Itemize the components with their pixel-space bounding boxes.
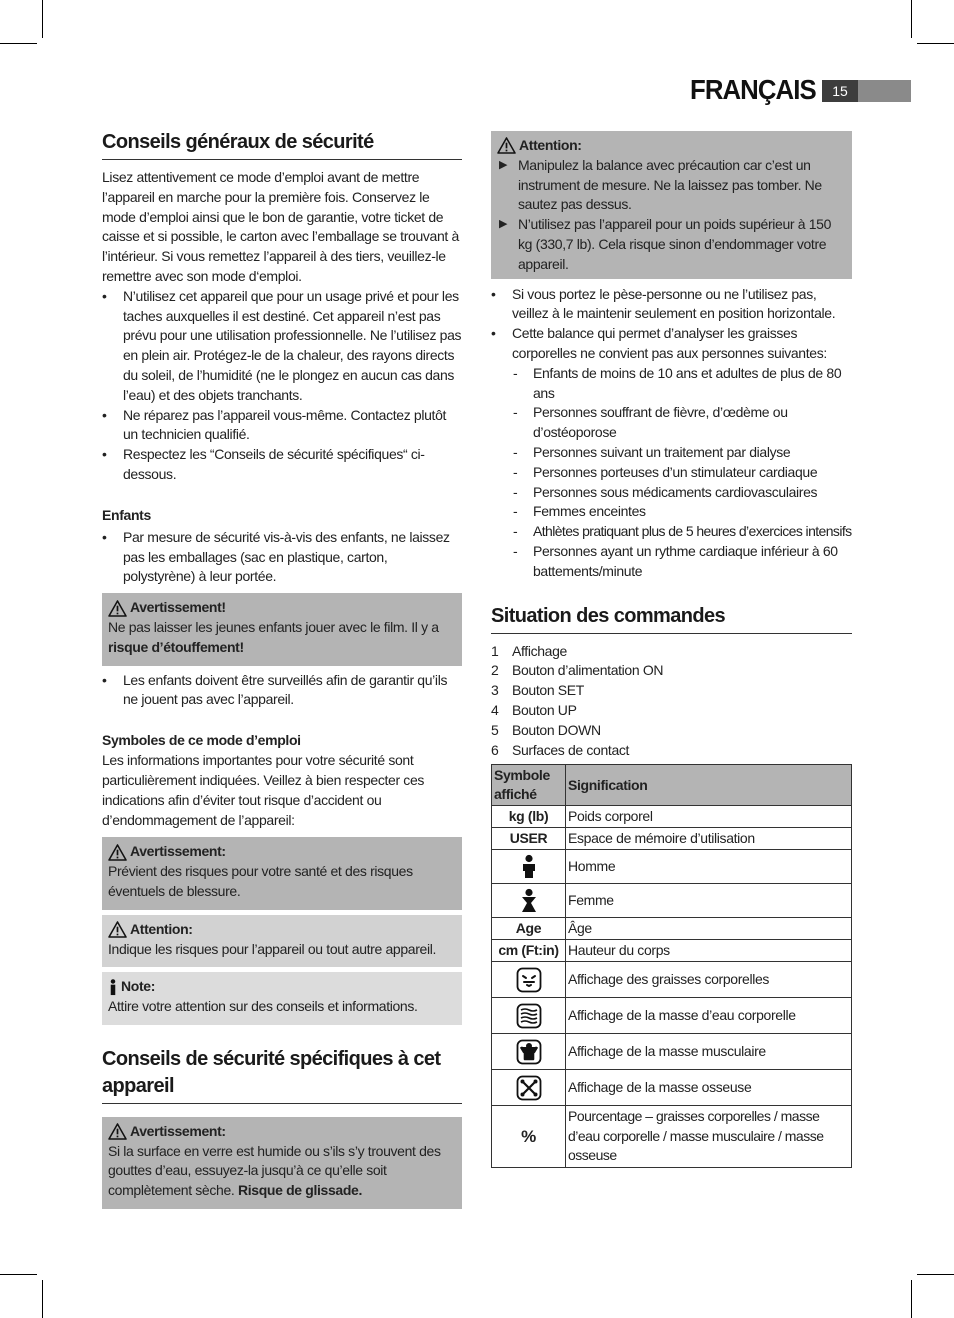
warning-slip-title-text: Avertissement: xyxy=(130,1122,226,1139)
body-water-icon xyxy=(516,1003,542,1029)
meaning-cell: Femme xyxy=(566,884,852,918)
attention-title xyxy=(497,136,846,156)
legend-warning-text: Prévient des risques pour votre santé et des risques éventuels de blessure. xyxy=(108,863,413,899)
subheading-symboles: Symboles de ce mode d’emploi xyxy=(102,732,301,749)
warning-slip-text: Si la surface en verre est humide ou s’ils s’y trouvent des gouttes d’eau, essuyez-la jusqu’à ce qu’elle soit complètement sèche. xyxy=(108,1142,441,1199)
symbol-cell: % xyxy=(492,1106,566,1168)
meaning-cell: Homme xyxy=(566,850,852,884)
woman-icon xyxy=(516,888,542,914)
item-number: 3 xyxy=(491,682,499,699)
crop-mark xyxy=(911,0,912,38)
legend-warning-title-text: Avertissement: xyxy=(130,843,226,860)
language-heading: FRANÇAIS xyxy=(690,74,816,105)
item-number: 1 xyxy=(491,642,499,659)
muscle-mass-icon xyxy=(516,1039,542,1065)
table-row xyxy=(492,850,852,884)
list-item xyxy=(491,642,852,662)
meaning-cell: Affichage de la masse osseuse xyxy=(566,1070,852,1106)
item-label: Bouton UP xyxy=(512,701,577,718)
intro-paragraph: Lisez attentivement ce mode d’emploi avant de mettre l’appareil en marche pour la première fois. Conservez le mode d’emploi ainsi que le bon de garantie, votre ticket de caisse et si possible, le carton avec l’emballage se trouvant à l’intérieur. Si vous remettez l’appareil à des tiers, veuillez-le remettre avec son mode d‘emploi. xyxy=(102,169,459,284)
legend-box-note xyxy=(102,972,462,1025)
meaning-cell: Poids corporel xyxy=(566,806,852,828)
warning-triangle-icon xyxy=(108,921,127,938)
meaning-cell: Pourcentage – graisses corporelles / masse d’eau corporelle / masse musculaire / masse osseuse xyxy=(566,1106,852,1168)
list-item: - Personnes souffrant de fièvre, d’œdème ou d’ostéoporose xyxy=(512,403,852,443)
item-number: 2 xyxy=(491,662,499,679)
symbol-cell xyxy=(492,962,566,998)
item-number: 4 xyxy=(491,701,499,718)
list-item: ▶ Manipulez la balance avec précaution car c’est un instrument de mesure. Ne la laissez pas tomber. Ne sautez pas dessus. xyxy=(497,156,846,215)
list-item: • Si vous portez le pèse-personne ou ne l’utilisez pas, veillez à le maintenir seulement en position horizontale. xyxy=(491,285,852,325)
table-row xyxy=(492,1106,852,1168)
list-item: - Femmes enceintes xyxy=(512,502,852,522)
meaning-cell: Affichage de la masse d’eau corporelle xyxy=(566,998,852,1034)
legend-warning-title xyxy=(108,842,456,862)
right-bullets xyxy=(491,285,852,582)
warning-title-text: Avertissement! xyxy=(130,599,226,616)
crop-mark xyxy=(911,1280,912,1318)
legend-attention-text: Indique les risques pour l’appareil ou tout autre appareil. xyxy=(108,940,437,957)
crop-mark xyxy=(917,43,954,44)
excluded-persons-list xyxy=(512,364,852,582)
left-column xyxy=(102,128,462,1209)
list-item: - Athlètes pratiquant plus de 5 heures d’exercices intensifs xyxy=(512,522,852,542)
list-item: • N’utilisez cet appareil que pour un usage privé et pour les taches auxquelles il est destiné. Cet appareil n’est pas prévu pour une utilisation professionnelle. Ne l’utilisez pas en plein air. Protégez-le de la chaleur, des rayons directs du soleil, de l’humidité (ne le plongez en aucun cas dans l’eau) et des objets tranchants. xyxy=(102,287,462,406)
warning-box-slip xyxy=(102,1117,462,1209)
meaning-cell: Affichage des graisses corporelles xyxy=(566,962,852,998)
table-row xyxy=(492,1034,852,1070)
list-item: • Par mesure de sécurité vis-à-vis des enfants, ne laissez pas les emballages (sac en plastique, carton, polystyrène) à leur portée. xyxy=(102,528,462,587)
attention-box-handling xyxy=(491,131,852,279)
list-item: - Personnes sous médicaments cardiovasculaires xyxy=(512,483,852,503)
meaning-cell: Âge xyxy=(566,918,852,940)
list-item: - Personnes porteuses d’un stimulateur cardiaque xyxy=(512,463,852,483)
legend-note-title-text: Note: xyxy=(121,978,156,995)
crop-mark xyxy=(42,1280,43,1318)
table-row xyxy=(492,918,852,940)
symbol-cell xyxy=(492,1034,566,1070)
legend-note-text: Attire votre attention sur des conseils et informations. xyxy=(108,998,418,1015)
meaning-cell: Espace de mémoire d’utilisation xyxy=(566,828,852,850)
list-item: • Les enfants doivent être surveillés afin de garantir qu’ils ne jouent pas avec l’appareil. xyxy=(102,671,462,711)
item-label: Surfaces de contact xyxy=(512,741,630,758)
symbol-cell: kg (lb) xyxy=(492,806,566,828)
warning-triangle-icon xyxy=(497,137,516,154)
info-icon xyxy=(108,979,118,996)
section-title-general-safety: Conseils généraux de sécurité xyxy=(102,128,462,160)
list-item: - Personnes ayant un rythme cardiaque inférieur à 60 battements/minute xyxy=(512,542,852,582)
page-number: 15 xyxy=(822,80,858,102)
enfants-bullets-2 xyxy=(102,671,462,711)
table-row xyxy=(492,962,852,998)
table-row xyxy=(492,884,852,918)
crop-mark xyxy=(42,0,43,38)
warning-slip-title xyxy=(108,1122,456,1142)
body-fat-icon xyxy=(516,967,542,993)
legend-attention-title xyxy=(108,920,456,940)
warning-box-children xyxy=(102,593,462,665)
man-icon xyxy=(516,854,542,880)
crop-mark xyxy=(0,1274,37,1275)
crop-mark xyxy=(917,1274,954,1275)
symbol-cell xyxy=(492,998,566,1034)
list-item-text: Cette balance qui permet d’analyser les graisses corporelles ne convient pas aux personnes suivantes: xyxy=(512,325,827,361)
warning-slip-body xyxy=(108,1142,456,1201)
symbol-cell: Age xyxy=(492,918,566,940)
warning-title xyxy=(108,598,456,618)
table-row xyxy=(492,940,852,962)
legend-note-title xyxy=(108,977,456,997)
legend-box-attention xyxy=(102,915,462,968)
enfants-bullets xyxy=(102,528,462,587)
item-label: Bouton d’alimentation ON xyxy=(512,662,664,679)
crop-mark xyxy=(0,43,37,44)
list-item xyxy=(491,741,852,761)
list-item xyxy=(491,661,852,681)
right-column xyxy=(491,131,852,1168)
list-item xyxy=(491,324,852,581)
symbol-table xyxy=(491,764,852,1168)
legend-attention-title-text: Attention: xyxy=(130,920,193,937)
table-row xyxy=(492,806,852,828)
list-item: ▶ N’utilisez pas l’appareil pour un poids supérieur à 150 kg (330,7 lb). Cela risque sinon d’endommager votre appareil. xyxy=(497,215,846,274)
warning-text: Ne pas laisser les jeunes enfants jouer avec le film. Il y a xyxy=(108,618,439,635)
legend-box-warning xyxy=(102,837,462,909)
symbol-cell xyxy=(492,1070,566,1106)
list-item: - Personnes suivant un traitement par dialyse xyxy=(512,443,852,463)
symboles-paragraph: Les informations importantes pour votre sécurité sont particulièrement indiquées. Veillez à bien respecter ces indications afin d’éviter tout risque d’accident ou d’endommagement de l’appareil: xyxy=(102,752,425,828)
meaning-cell: Affichage de la masse musculaire xyxy=(566,1034,852,1070)
item-label: Bouton DOWN xyxy=(512,721,601,738)
header-symbol: Symbole affiché xyxy=(492,765,566,806)
table-row xyxy=(492,998,852,1034)
table-row xyxy=(492,1070,852,1106)
table-header-row xyxy=(492,765,852,806)
item-label: Affichage xyxy=(512,642,567,659)
list-item: - Enfants de moins de 10 ans et adultes de plus de 80 ans xyxy=(512,364,852,404)
item-label: Bouton SET xyxy=(512,682,584,699)
warning-triangle-icon xyxy=(108,844,127,861)
page-bar xyxy=(858,80,911,102)
symbol-cell: USER xyxy=(492,828,566,850)
section-title-controls: Situation des commandes xyxy=(491,602,852,634)
symbol-cell xyxy=(492,884,566,918)
list-item: • Ne réparez pas l’appareil vous-même. Contactez plutôt un technicien qualifié. xyxy=(102,406,462,446)
section-title-specific-safety: Conseils de sécurité spécifiques à cet appareil xyxy=(102,1045,462,1104)
warning-triangle-icon xyxy=(108,600,127,617)
attention-title-text: Attention: xyxy=(519,137,582,153)
controls-list xyxy=(491,642,852,761)
warning-slip-bold: Risque de glissade. xyxy=(237,1182,363,1199)
item-number: 5 xyxy=(491,721,499,738)
symbol-cell xyxy=(492,850,566,884)
bone-mass-icon xyxy=(516,1075,542,1101)
header-meaning: Signification xyxy=(566,765,852,806)
symbol-cell: cm (Ft:in) xyxy=(492,940,566,962)
list-item xyxy=(491,721,852,741)
attention-list xyxy=(497,156,846,275)
list-item xyxy=(491,681,852,701)
warning-triangle-icon xyxy=(108,1123,127,1140)
list-item xyxy=(491,701,852,721)
meaning-cell: Hauteur du corps xyxy=(566,940,852,962)
subheading-enfants: Enfants xyxy=(102,506,151,523)
warning-body xyxy=(108,618,456,658)
list-item: • Respectez les “Conseils de sécurité spécifiques“ ci-dessous. xyxy=(102,445,462,485)
warning-bold-text: risque d’étouffement! xyxy=(108,638,244,655)
item-number: 6 xyxy=(491,741,499,758)
general-bullets xyxy=(102,287,462,485)
table-row xyxy=(492,828,852,850)
